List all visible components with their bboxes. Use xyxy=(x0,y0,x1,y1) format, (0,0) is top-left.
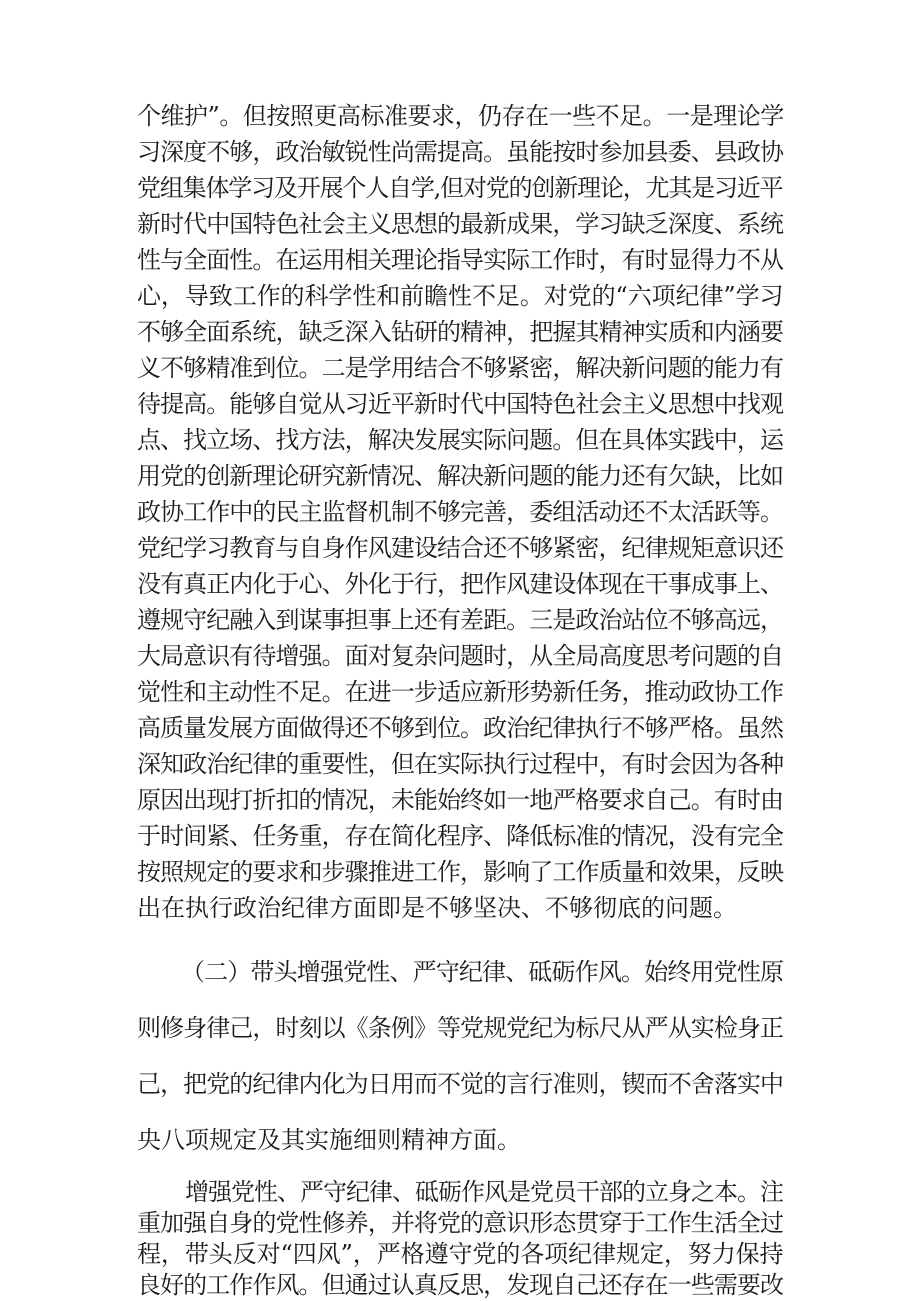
text-line: 程，带头反对“四风”，严格遵守党的各项纪律规定，努力保持 xyxy=(137,1240,784,1268)
text-line: 心，导致工作的科学性和前瞻性不足。对党的“六项纪律”学习 xyxy=(137,282,784,310)
text-line: 深知政治纪律的重要性，但在实际执行过程中，有时会因为各种 xyxy=(137,750,784,778)
text-line: 则修身律己，时刻以《条例》等党规党纪为标尺从严从实检身正 xyxy=(137,1014,784,1042)
text-line: 党组集体学习及开展个人自学,但对党的创新理论，尤其是习近平 xyxy=(137,174,783,202)
text-line: 党纪学习教育与自身作风建设结合还不够紧密，纪律规矩意识还 xyxy=(137,534,784,562)
text-line: 按照规定的要求和步骤推进工作，影响了工作质量和效果，反映 xyxy=(137,858,784,886)
text-line: 己，把党的纪律内化为日用而不觉的言行准则，锲而不舍落实中 xyxy=(137,1070,784,1098)
text-line: 用党的创新理论研究新情况、解决新问题的能力还有欠缺，比如 xyxy=(137,462,784,490)
text-line: 义不够精准到位。二是学用结合不够紧密，解决新问题的能力有 xyxy=(137,354,784,382)
text-line: 央八项规定及其实施细则精神方面。 xyxy=(137,1126,521,1154)
text-line: 待提高。能够自觉从习近平新时代中国特色社会主义思想中找观 xyxy=(137,390,784,418)
text-line: 政协工作中的民主监督机制不够完善，委组活动还不太活跃等。 xyxy=(137,498,784,526)
text-line: 原因出现打折扣的情况，未能始终如一地严格要求自己。有时由 xyxy=(137,786,784,814)
text-line: 习深度不够，政治敏锐性尚需提高。虽能按时参加县委、县政协 xyxy=(137,138,784,166)
text-line: 良好的工作作风。但通过认真反思，发现自己还存在一些需要改 xyxy=(137,1271,784,1299)
text-line: 大局意识有待增强。面对复杂问题时，从全局高度思考问题的自 xyxy=(137,642,784,670)
text-line: 个维护”。但按照更高标准要求，仍存在一些不足。一是理论学 xyxy=(137,102,784,130)
section-heading-line: （二）带头增强党性、严守纪律、砥砺作风。始终用党性原 xyxy=(181,958,784,986)
text-line: 性与全面性。在运用相关理论指导实际工作时，有时显得力不从 xyxy=(137,246,784,274)
text-line: 点、找立场、找方法，解决发展实际问题。但在具体实践中，运 xyxy=(137,426,784,454)
text-line: 于时间紧、任务重，存在简化程序、降低标准的情况，没有完全 xyxy=(137,822,784,850)
text-line: 增强党性、严守纪律、砥砺作风是党员干部的立身之本。注 xyxy=(185,1178,783,1206)
text-line: 不够全面系统，缺乏深入钻研的精神，把握其精神实质和内涵要 xyxy=(137,318,784,346)
text-line: 出在执行政治纪律方面即是不够坚决、不够彻底的问题。 xyxy=(137,894,737,922)
text-line: 高质量发展方面做得还不够到位。政治纪律执行不够严格。虽然 xyxy=(137,714,784,742)
text-line: 新时代中国特色社会主义思想的最新成果，学习缺乏深度、系统 xyxy=(137,210,784,238)
text-line: 重加强自身的党性修养，并将党的意识形态贯穿于工作生活全过 xyxy=(137,1209,784,1237)
text-line: 觉性和主动性不足。在进一步适应新形势新任务，推动政协工作 xyxy=(137,678,784,706)
text-line: 遵规守纪融入到谋事担事上还有差距。三是政治站位不够高远， xyxy=(137,606,784,634)
text-line: 没有真正内化于心、外化于行，把作风建设体现在干事成事上、 xyxy=(137,570,784,598)
